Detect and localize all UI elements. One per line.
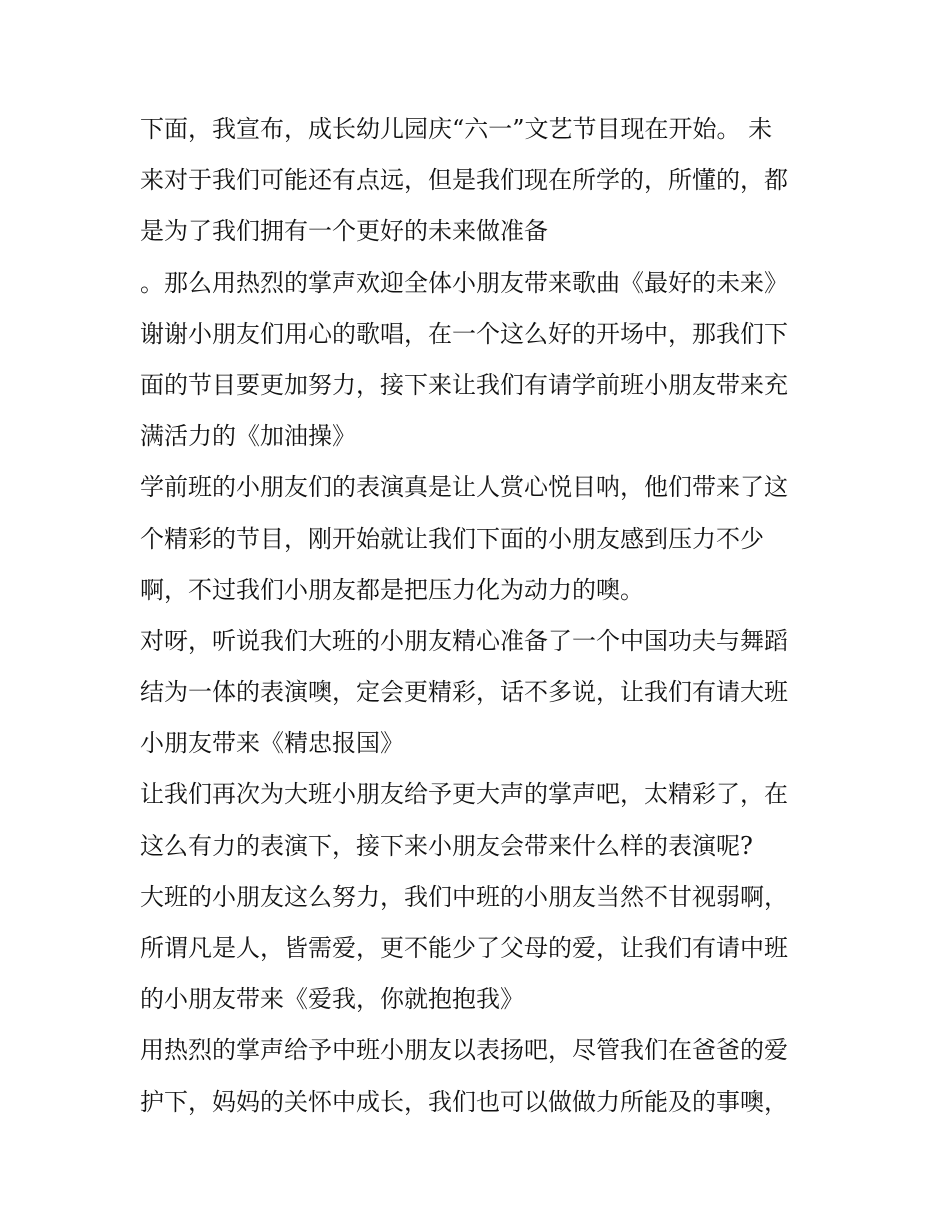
text-line: 结为一体的表演噢，定会更精彩，话不多说，让我们有请大班 [140, 678, 788, 707]
text-line: 。那么用热烈的掌声欢迎全体小朋友带来歌曲《最好的未来》 [140, 268, 788, 297]
text-line: 小朋友带来《精忠报国》 [140, 729, 404, 758]
text-line: 个精彩的节目，刚开始就让我们下面的小朋友感到压力不少 [140, 524, 764, 553]
text-line: 对呀，听说我们大班的小朋友精心准备了一个中国功夫与舞蹈 [140, 626, 788, 655]
text-line: 是为了我们拥有一个更好的未来做准备 [140, 217, 548, 246]
text-line: 的小朋友带来《爱我，你就抱抱我》 [140, 985, 524, 1014]
text-line: 学前班的小朋友们的表演真是让人赏心悦目呐，他们带来了这 [140, 473, 788, 502]
text-line: 用热烈的掌声给予中班小朋友以表扬吧，尽管我们在爸爸的爱 [140, 1036, 788, 1065]
text-line: 让我们再次为大班小朋友给予更大声的掌声吧，太精彩了，在 [140, 780, 788, 809]
text-line: 大班的小朋友这么努力，我们中班的小朋友当然不甘视弱啊， [140, 882, 788, 911]
text-line: 护下，妈妈的关怀中成长，我们也可以做做力所能及的事噢， [140, 1087, 788, 1116]
text-line: 啊，不过我们小朋友都是把压力化为动力的噢。 [140, 575, 644, 604]
text-line: 满活力的《加油操》 [140, 422, 356, 451]
text-line: 所谓凡是人，皆需爱，更不能少了父母的爱，让我们有请中班 [140, 934, 788, 962]
text-line: 来对于我们可能还有点远，但是我们现在所学的，所懂的，都 [140, 166, 788, 195]
text-line: 下面，我宣布，成长幼儿园庆“六一”文艺节目现在开始。 未 [140, 115, 773, 143]
document-body [140, 104, 820, 1128]
text-line: 面的节目要更加努力，接下来让我们有请学前班小朋友带来充 [140, 370, 788, 399]
text-line: 谢谢小朋友们用心的歌唱，在一个这么好的开场中，那我们下 [140, 319, 788, 348]
text-line: 这么有力的表演下，接下来小朋友会带来什么样的表演呢? [140, 831, 753, 860]
